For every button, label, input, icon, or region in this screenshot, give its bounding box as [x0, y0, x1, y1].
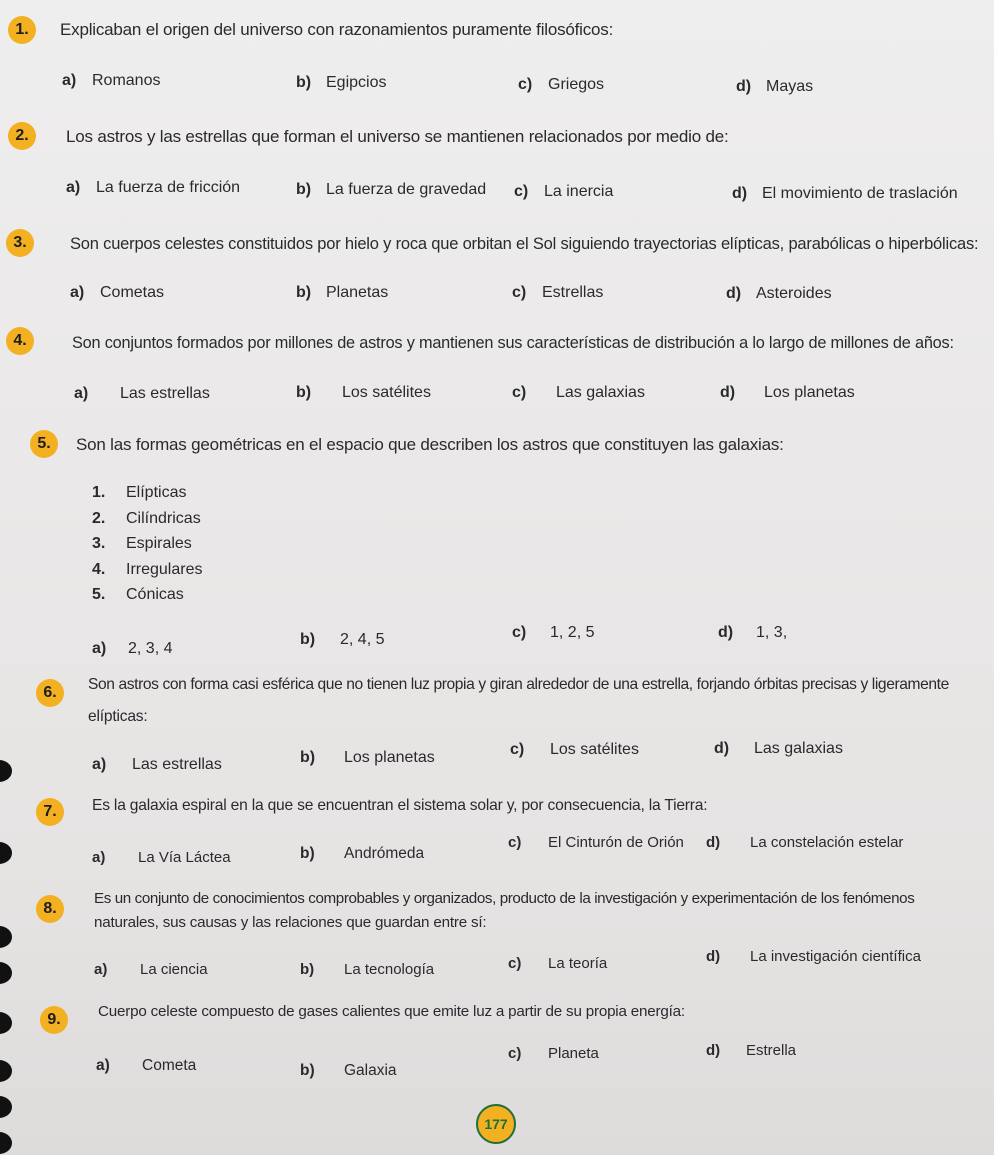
answer-option[interactable]: a) La fuerza de fricción — [66, 179, 241, 196]
binder-hole — [0, 1012, 12, 1034]
binder-hole — [0, 1132, 12, 1154]
answer-option[interactable]: a) Las estrellas — [92, 756, 222, 773]
answer-option[interactable]: a) Romanos — [62, 72, 161, 89]
answer-option[interactable]: d) La investigación científica — [706, 948, 921, 965]
question-text: Es un conjunto de conocimientos comprobables y organizados, producto de la investigación y experimentación de los fenómenos — [94, 890, 915, 907]
question-text: Los astros y las estrellas que forman el universo se mantienen relacionados por medio de: — [66, 127, 729, 146]
binder-hole — [0, 842, 12, 864]
question-number-badge: 9. — [40, 1006, 68, 1034]
answer-option[interactable]: d) El movimiento de traslación — [732, 185, 958, 202]
shape-list — [92, 484, 202, 612]
answer-option[interactable]: a) La ciencia — [94, 961, 208, 978]
question-number-badge: 6. — [36, 679, 64, 707]
answer-option[interactable]: b) Los satélites — [296, 384, 431, 401]
answer-option[interactable]: c) Planeta — [508, 1045, 599, 1062]
binder-hole — [0, 760, 12, 782]
binder-hole — [0, 1060, 12, 1082]
question-text: Son astros con forma casi esférica que no tienen luz propia y giran alrededor de una estrella, forjando órbitas precisas y ligeramente — [88, 676, 949, 693]
answer-option[interactable]: c) Estrellas — [512, 284, 604, 301]
list-item: 1. Elípticas — [92, 484, 187, 501]
question-number-badge: 4. — [6, 327, 34, 355]
answer-option[interactable]: a) La Vía Láctea — [92, 849, 231, 866]
answer-option[interactable]: a) 2, 3, 4 — [92, 640, 173, 657]
answer-option[interactable]: c) La teoría — [508, 955, 608, 972]
question-number-badge: 1. — [8, 16, 36, 44]
question-text: Explicaban el origen del universo con razonamientos puramente filosóficos: — [60, 20, 614, 39]
binder-hole — [0, 962, 12, 984]
question-text: Son cuerpos celestes constituidos por hielo y roca que orbitan el Sol siguiendo trayectorias elípticas, parabólicas o hiperbólicas: — [70, 235, 979, 253]
answer-option[interactable]: d) 1, 3, — [718, 624, 788, 641]
answer-option[interactable]: d) Mayas — [736, 78, 814, 95]
answer-option[interactable]: c) Griegos — [518, 76, 605, 93]
question-text-continued: naturales, sus causas y las relaciones que guardan entre sí: — [94, 914, 487, 931]
answer-option[interactable]: c) La inercia — [514, 183, 614, 200]
list-item: 2. Cilíndricas — [92, 509, 201, 527]
answer-option[interactable]: b) Los planetas — [300, 749, 435, 766]
question-number-badge: 2. — [8, 122, 36, 150]
answer-option[interactable]: a) Cometa — [96, 1057, 197, 1074]
answer-option[interactable]: c) El Cinturón de Orión — [508, 834, 684, 851]
question-number-badge: 8. — [36, 895, 64, 923]
answer-option[interactable]: a) Cometas — [70, 284, 165, 301]
answer-option[interactable]: b) Galaxia — [300, 1062, 397, 1079]
answer-option[interactable]: b) 2, 4, 5 — [300, 631, 385, 648]
answer-option[interactable]: d) La constelación estelar — [706, 834, 904, 851]
page-number-badge: 177 — [476, 1104, 516, 1144]
answer-option[interactable]: b) Planetas — [296, 284, 389, 301]
answer-option[interactable]: d) Las galaxias — [714, 740, 843, 757]
question-text: Cuerpo celeste compuesto de gases calientes que emite luz a partir de su propia energía: — [98, 1003, 685, 1020]
question-text: Son conjuntos formados por millones de astros y mantienen sus características de distribución a lo largo de millones de años: — [72, 334, 954, 352]
question-number-badge: 3. — [6, 229, 34, 257]
binder-hole — [0, 1096, 12, 1118]
list-item: 4. Irregulares — [92, 560, 203, 578]
answer-option[interactable]: b) Egipcios — [296, 74, 387, 91]
answer-option[interactable]: b) Andrómeda — [300, 845, 425, 862]
answer-option[interactable]: d) Asteroides — [726, 285, 832, 302]
list-item: 3. Espirales — [92, 535, 192, 552]
question-text-continued: elípticas: — [88, 708, 148, 725]
question-text: Son las formas geométricas en el espacio que describen los astros que constituyen las galaxias: — [76, 435, 784, 454]
question-number-badge: 5. — [30, 430, 58, 458]
question-text: Es la galaxia espiral en la que se encuentran el sistema solar y, por consecuencia, la Tierra: — [92, 797, 708, 814]
answer-option[interactable]: b) La tecnología — [300, 961, 435, 978]
answer-option[interactable]: c) Los satélites — [510, 741, 639, 758]
answer-option[interactable]: d) Estrella — [706, 1042, 797, 1059]
question-number-badge: 7. — [36, 798, 64, 826]
answer-option[interactable]: d) Los planetas — [720, 384, 855, 401]
binder-hole — [0, 926, 12, 948]
answer-option[interactable]: c) 1, 2, 5 — [512, 624, 595, 641]
answer-option[interactable]: b) La fuerza de gravedad — [296, 181, 487, 198]
list-item: 5. Cónicas — [92, 586, 184, 603]
answer-option[interactable]: c) Las galaxias — [512, 384, 645, 401]
answer-option[interactable]: a) Las estrellas — [74, 385, 210, 402]
